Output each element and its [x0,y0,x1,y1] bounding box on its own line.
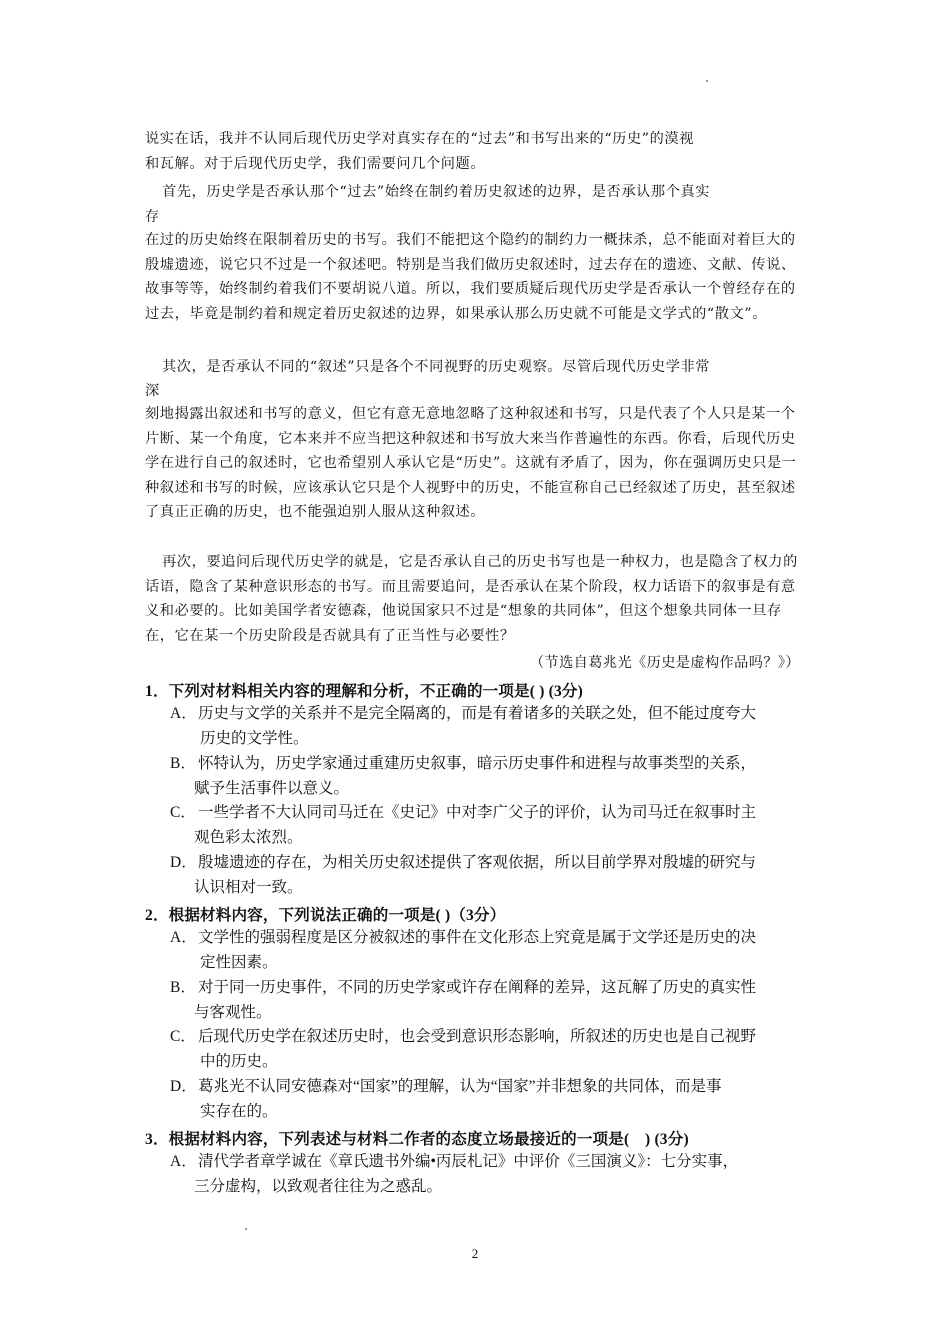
scan-speck [706,80,708,82]
option-letter: A． [170,929,197,946]
option-text: 对于同一历史事件，不同的历史学家或许存在阐释的差异，这瓦解了历史的真实性 [198,979,757,996]
option-letter: A． [170,1153,197,1170]
option-text: 定性因素。 [200,954,278,971]
question-1-option-d[interactable] [170,850,812,900]
question-1-option-c[interactable] [170,800,812,850]
passage-source: （节选自葛兆光《历史是虚构作品吗？》） [529,655,800,671]
question-1-option-a[interactable] [170,701,812,751]
option-text: 后现代历史学在叙述历史时，也会受到意识形态影响，所叙述的历史也是自己视野 [198,1028,757,1045]
passage-paragraph-3: 刻地揭露出叙述和书写的意义，但它有意无意地忽略了这种叙述和书写，只是代表了个人只是某一个片断、某一个角度，它本来并不应当把这种叙述和书写放大来当作普遍性的东西。你看，后现代历史学在进行自己的叙述时，它也希望别人承认它是“历史”。这就有矛盾了，因为，你在强调历史只是一种叙述和书写的时候，应该承认它只是个人视野中的历史，不能宣称自己已经叙述了历史，甚至叙述了真正正确的历史，也不能强迫别人服从这种叙述。 [145,406,797,520]
option-text: 赋予生活事件以意义。 [194,780,350,797]
page-number: 2 [471,1246,479,1261]
option-text: 怀特认为，历史学家通过重建历史叙事，暗示历史事件和进程与故事类型的关系， [198,755,757,772]
option-letter: C． [170,804,196,821]
option-text: 观色彩太浓烈。 [194,829,303,846]
option-letter: B． [170,979,196,996]
option-text: 葛兆光不认同安德森对“国家”的理解，认为“国家”并非想象的共同体，而是事 [198,1078,722,1095]
option-text: 与客观性。 [194,1004,272,1021]
option-letter: D． [170,854,197,871]
scan-speck [245,1228,247,1230]
passage-line: 深 [145,383,160,399]
option-letter: A． [170,705,197,722]
passage-line: 和瓦解。对于后现代历史学，我们需要问几个问题。 [145,156,486,172]
question-2-option-a[interactable] [170,925,812,975]
passage-line: 说实在话，我并不认同后现代历史学对真实存在的“过去”和书写出来的“历史”的漠视 [145,131,694,147]
question-1-option-b[interactable] [170,751,812,801]
question-3-stem: 3．根据材料内容，下列表述与材料二作者的态度立场最接近的一项是( ) (3分) [145,1131,689,1148]
passage-line: 存 [145,209,160,225]
option-text: 清代学者章学诚在《章氏遗书外编•丙辰札记》中评价《三国演义》：七分实事， [198,1153,739,1170]
option-text: 历史与文学的关系并不是完全隔离的，而是有着诸多的关联之处，但不能过度夸大 [198,705,757,722]
passage-paragraph-2: 在过的历史始终在限制着历史的书写。我们不能把这个隐约的制约力一概抹杀，总不能面对着巨大的殷墟遗迹，说它只不过是一个叙述吧。特别是当我们做历史叙述时，过去存在的遗迹、文献、传说、故事等等，始终制约着我们不要胡说八道。所以，我们要质疑后现代历史学是否承认一个曾经存在的过去，毕竟是制约着和规定着历史叙述的边界，如果承认那么历史就不可能是文学式的“散文”。 [145,232,796,322]
option-text: 一些学者不大认同司马迁在《史记》中对李广父子的评价，认为司马迁在叙事时主 [198,804,757,821]
option-text: 殷墟遗迹的存在，为相关历史叙述提供了客观依据，所以目前学界对殷墟的研究与 [198,854,757,871]
passage-line: 其次，是否承认不同的“叙述”只是各个不同视野的历史观察。尽管后现代历史学非常 [162,359,711,375]
question-2-option-c[interactable] [170,1024,812,1074]
question-1-stem: 1．下列对材料相关内容的理解和分析，不正确的一项是( ) (3分) [145,683,583,700]
passage-paragraph-4: 再次，要追问后现代历史学的就是，它是否承认自己的历史书写也是一种权力，也是隐含了权力的话语，隐含了某种意识形态的书写。而且需要追问，是否承认在某个阶段，权力话语下的叙事是有意义和必要的。比如美国学者安德森，他说国家只不过是“想象的共同体”，但这个想象共同体一旦存在，它在某一个历史阶段是否就具有了正当性与必要性？ [145,554,798,644]
question-2-stem: 2．根据材料内容，下列说法正确的一项是( )（3分） [145,907,506,924]
question-3-option-a[interactable] [170,1149,812,1199]
option-text: 文学性的强弱程度是区分被叙述的事件在文化形态上究竟是属于文学还是历史的决 [198,929,757,946]
question-2-option-d[interactable] [170,1074,812,1124]
option-letter: C． [170,1028,196,1045]
option-text: 三分虚构，以致观者往往为之惑乱。 [194,1178,443,1195]
option-letter: B． [170,755,196,772]
option-text: 历史的文学性。 [200,730,309,747]
option-text: 实存在的。 [200,1103,278,1120]
question-2-option-b[interactable] [170,975,812,1025]
option-letter: D． [170,1078,197,1095]
passage-line: 首先，历史学是否承认那个“过去”始终在制约着历史叙述的边界，是否承认那个真实 [162,184,711,200]
option-text: 中的历史。 [200,1053,278,1070]
option-text: 认识相对一致。 [194,879,303,896]
